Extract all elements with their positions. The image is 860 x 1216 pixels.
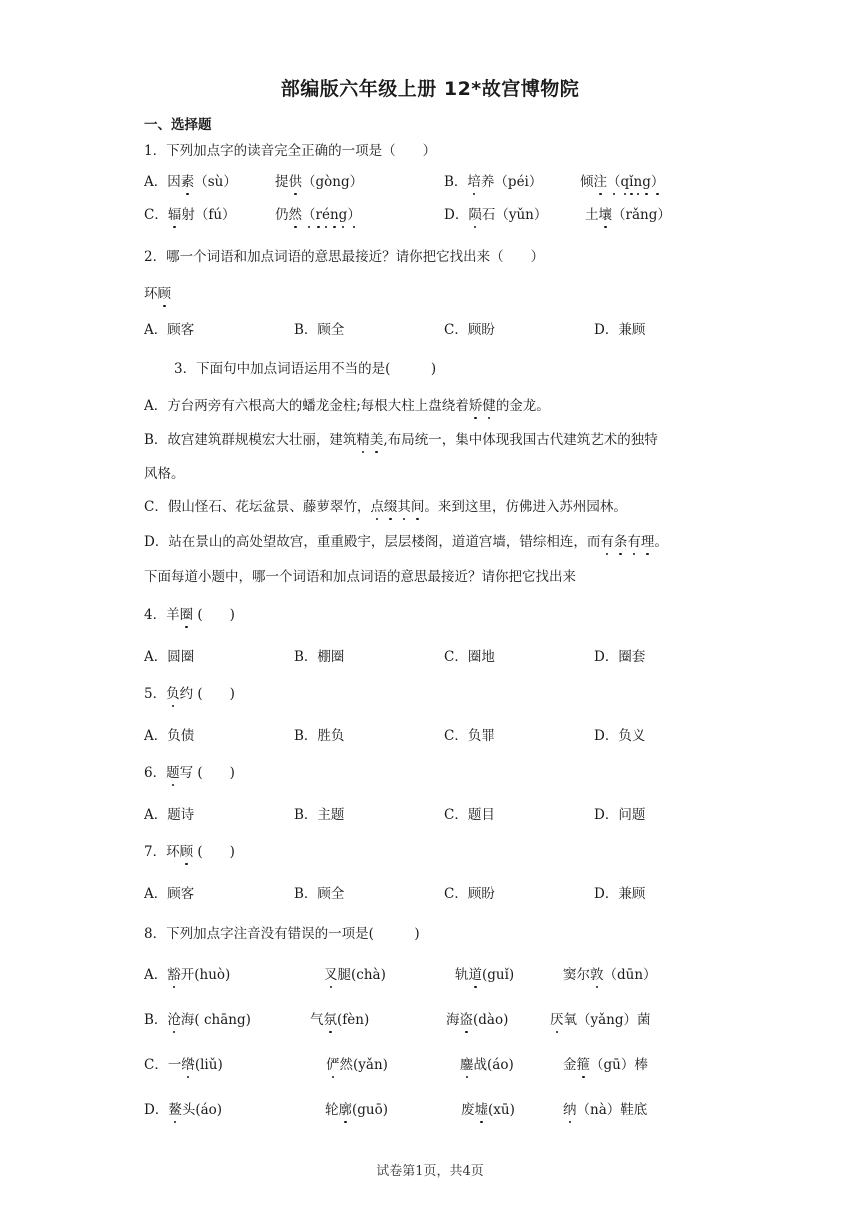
q8-option-d[interactable]: D．鳌头(áo) xyxy=(144,1102,223,1118)
group-instruction: 下面每道小题中，哪一个词语和加点词语的意思最接近？请你把它找出来 xyxy=(144,569,576,585)
q2-option-b[interactable]: B．顾全 xyxy=(294,322,345,338)
q1-option-c2: 仍然（réng） xyxy=(275,207,361,223)
q6-stem: 6．题写 ( ) xyxy=(144,765,235,781)
q8-b-item-3: 海盗(dào) xyxy=(446,1012,509,1028)
q4-stem: 4．羊圈 ( ) xyxy=(144,607,235,623)
q8-option-c[interactable]: C．一绺(liǔ) xyxy=(144,1057,223,1073)
q2-option-c[interactable]: C．顾盼 xyxy=(444,322,495,338)
q6-option-a[interactable]: A．题诗 xyxy=(144,807,195,823)
q7-option-c[interactable]: C．顾盼 xyxy=(444,886,495,902)
page-footer: 试卷第1页，共4页 xyxy=(376,1164,484,1179)
q2-option-d[interactable]: D．兼顾 xyxy=(594,322,646,338)
q6-option-b[interactable]: B．主题 xyxy=(294,807,345,823)
q5-option-a[interactable]: A．负债 xyxy=(144,728,195,744)
q3-option-b[interactable]: B．故宫建筑群规模宏大壮丽，建筑精美,布局统一，集中体现我国古代建筑艺术的独特 xyxy=(144,432,658,448)
q3-option-b-cont: 风格。 xyxy=(144,466,185,482)
q8-option-a[interactable]: A．豁开(huò) xyxy=(144,967,231,983)
q8-b-item-4: 厌氧（yǎng）菌 xyxy=(550,1012,651,1028)
q2-option-a[interactable]: A．顾客 xyxy=(144,322,195,338)
q8-a-item-2: 叉腿(chà) xyxy=(324,967,386,983)
q4-option-b[interactable]: B．棚圈 xyxy=(294,649,345,665)
q5-option-b[interactable]: B．胜负 xyxy=(294,728,345,744)
q8-c-item-4: 金箍（gū）棒 xyxy=(563,1057,648,1073)
q4-option-d[interactable]: D．圈套 xyxy=(594,649,646,665)
q8-b-item-2: 气氛(fèn) xyxy=(310,1012,370,1028)
q7-stem: 7．环顾 ( ) xyxy=(144,844,235,860)
q8-stem: 8．下列加点字注音没有错误的一项是( ) xyxy=(144,926,420,942)
q1-option-d[interactable]: D．陨石（yǔn） xyxy=(444,207,548,223)
q5-stem: 5．负约 ( ) xyxy=(144,686,235,702)
q4-option-c[interactable]: C．圈地 xyxy=(444,649,495,665)
q1-option-a[interactable]: A．因素（sù） xyxy=(144,174,237,190)
q8-option-b[interactable]: B．沧海( chāng) xyxy=(144,1012,251,1028)
q1-option-b[interactable]: B．培养（péi） xyxy=(444,174,543,190)
q3-stem: 3．下面句中加点词语运用不当的是( ) xyxy=(174,361,437,377)
q8-d-item-3: 废墟(xū) xyxy=(461,1102,515,1118)
q6-option-c[interactable]: C．题目 xyxy=(444,807,495,823)
q1-option-a2: 提供（gòng） xyxy=(275,174,364,190)
q8-c-item-2: 俨然(yǎn) xyxy=(326,1057,388,1073)
q8-c-item-3: 鏖战(áo) xyxy=(460,1057,514,1073)
q7-option-d[interactable]: D．兼顾 xyxy=(594,886,646,902)
q8-d-item-4: 纳（nà）鞋底 xyxy=(563,1102,648,1118)
q2-word: 环顾 xyxy=(144,286,171,302)
q5-option-d[interactable]: D．负义 xyxy=(594,728,646,744)
q3-option-a[interactable]: A．方台两旁有六根高大的蟠龙金柱;每根大柱上盘绕着矫健的金龙。 xyxy=(144,398,550,414)
q7-option-b[interactable]: B．顾全 xyxy=(294,886,345,902)
q1-option-c[interactable]: C．辐射（fú） xyxy=(144,207,236,223)
q2-stem: 2．哪一个词语和加点词语的意思最接近？请你把它找出来（ ） xyxy=(144,249,545,265)
q1-option-d2: 土壤（rǎng） xyxy=(585,207,671,223)
q6-option-d[interactable]: D．问题 xyxy=(594,807,646,823)
q3-option-d[interactable]: D．站在景山的高处望故宫，重重殿宇，层层楼阁，道道宫墙，错综相连，而有条有理。 xyxy=(144,534,668,550)
q4-option-a[interactable]: A．圆圈 xyxy=(144,649,195,665)
q8-a-item-4: 窦尔敦（dūn） xyxy=(563,967,657,983)
q5-option-c[interactable]: C．负罪 xyxy=(444,728,495,744)
q1-stem: 1．下列加点字的读音完全正确的一项是（ ） xyxy=(144,143,437,159)
q8-a-item-3: 轨道(guǐ) xyxy=(455,967,515,983)
q3-option-c[interactable]: C．假山怪石、花坛盆景、藤萝翠竹，点缀其间。来到这里，仿佛进入苏州园林。 xyxy=(144,499,627,515)
section-heading: 一、选择题 xyxy=(144,117,212,133)
q7-option-a[interactable]: A．顾客 xyxy=(144,886,195,902)
q1-option-b2: 倾注（qǐng） xyxy=(580,174,665,190)
page-title: 部编版六年级上册 12*故宫博物院 xyxy=(280,78,580,100)
q8-d-item-2: 轮廓(guō) xyxy=(325,1102,388,1118)
